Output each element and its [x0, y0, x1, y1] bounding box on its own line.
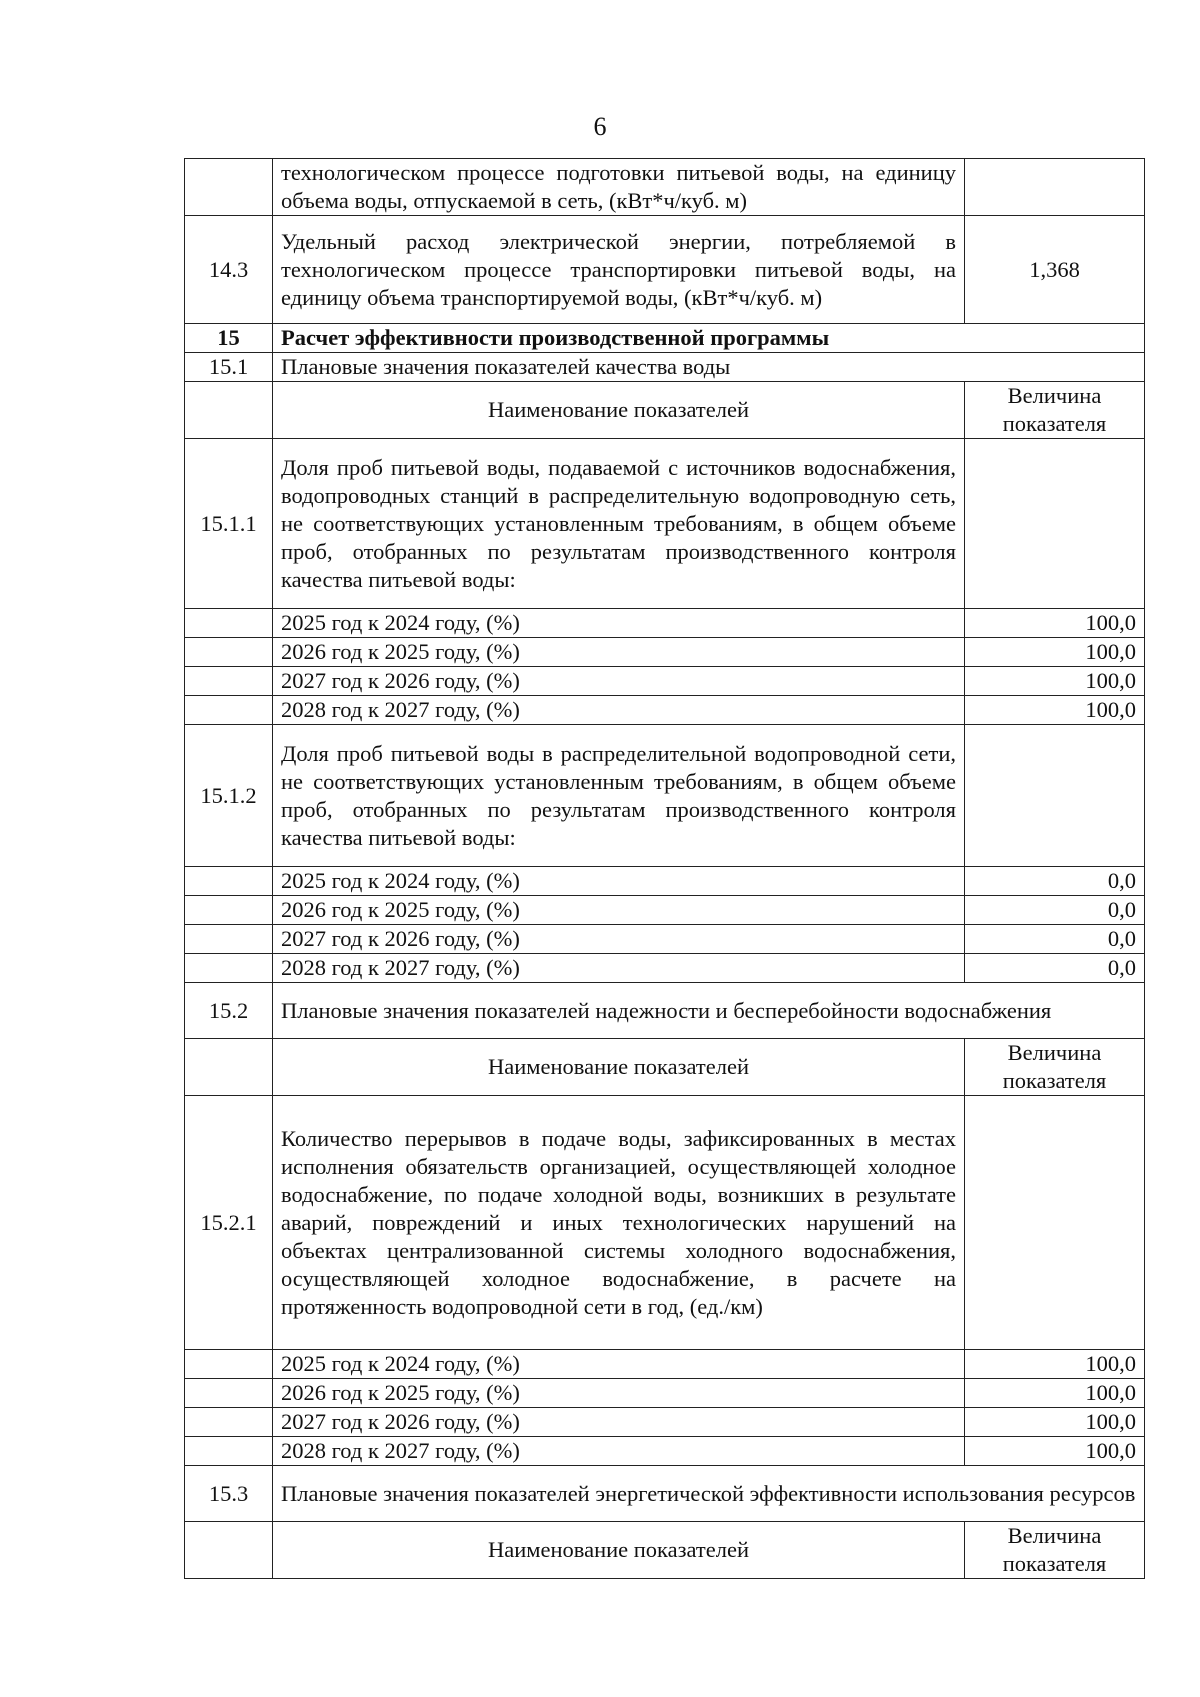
header-number-cell	[185, 1039, 273, 1096]
header-number-cell	[185, 382, 273, 439]
header-name-cell: Наименование показателей	[273, 1039, 965, 1096]
year-row	[185, 696, 1145, 725]
subsection-number: 15.1	[185, 353, 273, 382]
header-value-cell: Величина показателя	[965, 1039, 1145, 1096]
subsection-number: 15.3	[185, 1466, 273, 1522]
row-description: технологическом процессе подготовки питьевой воды, на единицу объема воды, отпускаемой в сеть, (кВт*ч/куб. м)	[273, 159, 965, 216]
year-value: 0,0	[965, 867, 1145, 896]
year-label: 2028 год к 2027 году, (%)	[273, 954, 965, 983]
year-label: 2025 год к 2024 году, (%)	[273, 609, 965, 638]
row-number: 14.3	[185, 216, 273, 324]
row-value: 1,368	[965, 216, 1145, 324]
year-label: 2025 год к 2024 году, (%)	[273, 1350, 965, 1379]
year-row	[185, 1350, 1145, 1379]
year-label: 2027 год к 2026 году, (%)	[273, 1408, 965, 1437]
year-label: 2026 год к 2025 году, (%)	[273, 1379, 965, 1408]
row-number: 15.1.2	[185, 725, 273, 867]
subsection-title: Плановые значения показателей надежности и бесперебойности водоснабжения	[273, 983, 1145, 1039]
row-value	[965, 1096, 1145, 1350]
year-value: 100,0	[965, 696, 1145, 725]
subsection-row	[185, 983, 1145, 1039]
subsection-row	[185, 353, 1145, 382]
row-description: Доля проб питьевой воды в распределительной водопроводной сети, не соответствующих установленным требованиям, в общем объеме проб, отобранных по результатам производственного контроля качества питьевой воды:	[273, 725, 965, 867]
header-name-cell: Наименование показателей	[273, 1522, 965, 1579]
year-value: 100,0	[965, 1350, 1145, 1379]
year-row	[185, 925, 1145, 954]
section-title: Расчет эффективности производственной программы	[273, 324, 1145, 353]
year-value: 0,0	[965, 896, 1145, 925]
row-value	[965, 439, 1145, 609]
year-value: 100,0	[965, 1408, 1145, 1437]
year-label: 2026 год к 2025 году, (%)	[273, 896, 965, 925]
year-row	[185, 1408, 1145, 1437]
year-value: 100,0	[965, 667, 1145, 696]
year-label: 2025 год к 2024 году, (%)	[273, 867, 965, 896]
row-description: Количество перерывов в подаче воды, зафиксированных в местах исполнения обязательств организацией, осуществляющей холодное водоснабжение, по подаче холодной воды, возникших в результате аварий, повреждений и иных технологических нарушений на объектах централизованной системы холодного водоснабжения, осуществляющей холодное водоснабжение, в расчете на протяженность водопроводной сети в год, (ед./км)	[273, 1096, 965, 1350]
table-row	[185, 725, 1145, 867]
section-heading-row	[185, 324, 1145, 353]
year-row	[185, 609, 1145, 638]
year-label: 2026 год к 2025 году, (%)	[273, 638, 965, 667]
header-number-cell	[185, 1522, 273, 1579]
subsection-title: Плановые значения показателей энергетической эффективности использования ресурсов	[273, 1466, 1145, 1522]
year-value: 0,0	[965, 925, 1145, 954]
year-label: 2027 год к 2026 году, (%)	[273, 925, 965, 954]
row-value	[965, 159, 1145, 216]
indicators-table	[184, 158, 1145, 1579]
year-value: 100,0	[965, 1379, 1145, 1408]
year-row	[185, 667, 1145, 696]
year-label: 2027 год к 2026 году, (%)	[273, 667, 965, 696]
header-value-cell: Величина показателя	[965, 1522, 1145, 1579]
section-number: 15	[185, 324, 273, 353]
table-row	[185, 439, 1145, 609]
table-row	[185, 1096, 1145, 1350]
column-header-row	[185, 382, 1145, 439]
year-row	[185, 954, 1145, 983]
year-value: 100,0	[965, 1437, 1145, 1466]
year-row	[185, 896, 1145, 925]
year-row	[185, 867, 1145, 896]
page-number: 6	[593, 112, 607, 141]
row-description: Удельный расход электрической энергии, потребляемой в технологическом процессе транспортировки питьевой воды, на единицу объема транспортируемой воды, (кВт*ч/куб. м)	[273, 216, 965, 324]
column-header-row	[185, 1522, 1145, 1579]
row-number	[185, 159, 273, 216]
header-name-cell: Наименование показателей	[273, 382, 965, 439]
header-value-cell: Величина показателя	[965, 382, 1145, 439]
row-number: 15.1.1	[185, 439, 273, 609]
row-number: 15.2.1	[185, 1096, 273, 1350]
year-row	[185, 1379, 1145, 1408]
year-value: 100,0	[965, 638, 1145, 667]
year-row	[185, 638, 1145, 667]
subsection-title: Плановые значения показателей качества воды	[273, 353, 1145, 382]
column-header-row	[185, 1039, 1145, 1096]
table-row	[185, 216, 1145, 324]
subsection-number: 15.2	[185, 983, 273, 1039]
year-label: 2028 год к 2027 году, (%)	[273, 696, 965, 725]
year-label: 2028 год к 2027 году, (%)	[273, 1437, 965, 1466]
year-value: 100,0	[965, 609, 1145, 638]
row-value	[965, 725, 1145, 867]
row-description: Доля проб питьевой воды, подаваемой с источников водоснабжения, водопроводных станций в распределительную водопроводную сеть, не соответствующих установленным требованиям, в общем объеме проб, отобранных по результатам производственного контроля качества питьевой воды:	[273, 439, 965, 609]
table-row	[185, 159, 1145, 216]
year-row	[185, 1437, 1145, 1466]
subsection-row	[185, 1466, 1145, 1522]
year-value: 0,0	[965, 954, 1145, 983]
